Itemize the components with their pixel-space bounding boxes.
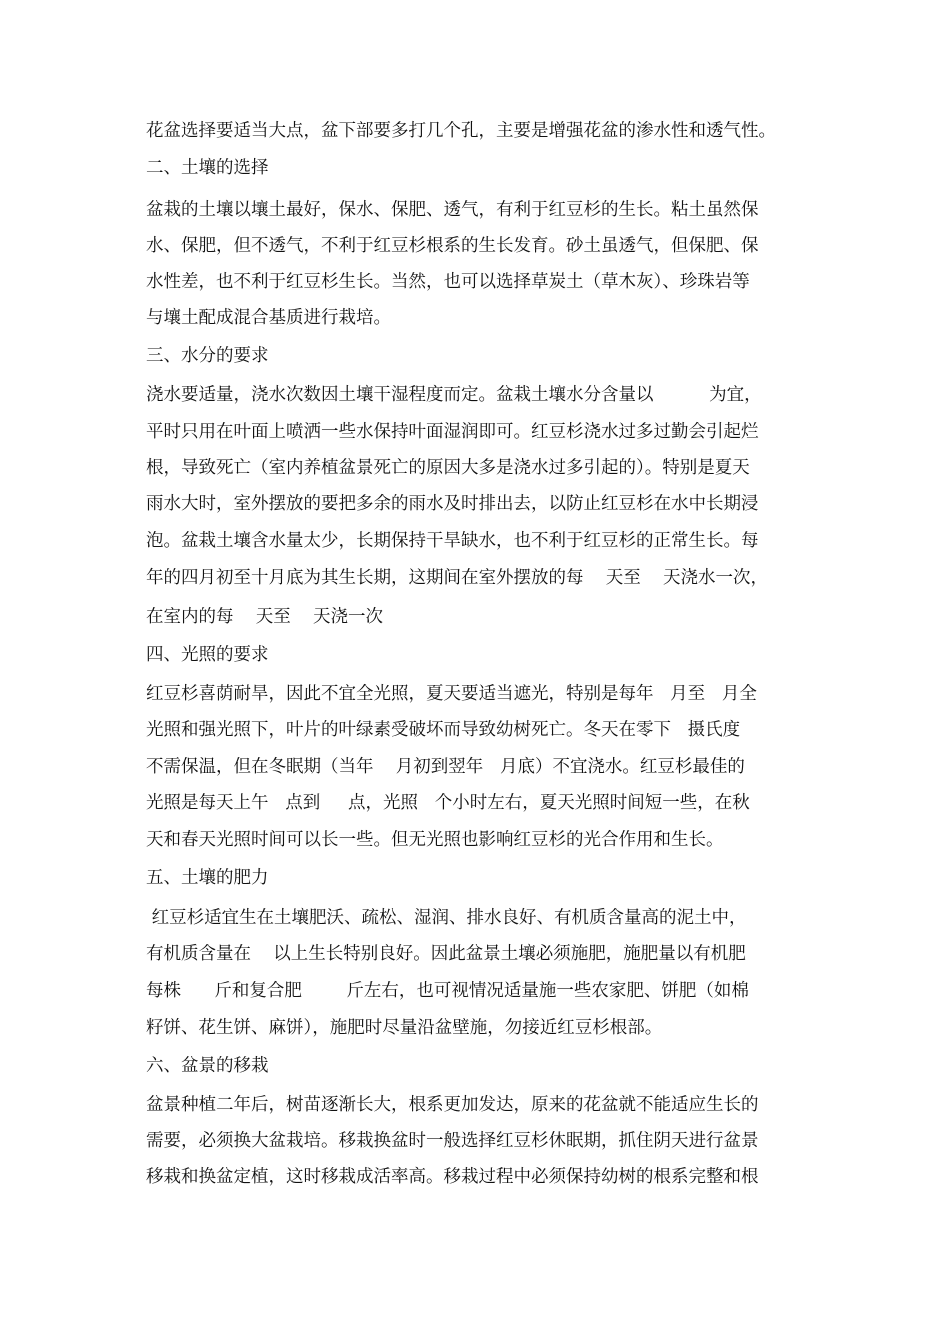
text-line: 在室内的每 天至 天浇一次 <box>146 607 384 627</box>
text-line: 根，导致死亡（室内养植盆景死亡的原因大多是浇水过多引起的）。特别是夏天 <box>146 458 750 478</box>
text-line: 光照是每天上午 点到 点，光照 个小时左右，夏天光照时间短一些，在秋 <box>146 793 750 813</box>
text-line: 雨水大时，室外摆放的要把多余的雨水及时排出去，以防止红豆杉在水中长期浸 <box>146 494 759 514</box>
section-heading: 三、水分的要求 <box>146 346 269 366</box>
text-line: 不需保温，但在冬眠期（当年 月初到翌年 月底）不宜浇水。红豆杉最佳的 <box>146 757 745 777</box>
text-line: 红豆杉喜荫耐旱，因此不宜全光照，夏天要适当遮光，特别是每年 月至 月全 <box>146 684 757 704</box>
text-line: 光照和强光照下，叶片的叶绿素受破坏而导致幼树死亡。冬天在零下 摄氏度 <box>146 720 741 740</box>
text-line: 籽饼、花生饼、麻饼），施肥时尽量沿盆壁施，勿接近红豆杉根部。 <box>146 1018 663 1038</box>
text-line: 浇水要适量，浇水次数因土壤干湿程度而定。盆栽土壤水分含量以 为宜， <box>146 385 762 405</box>
text-line: 每株 斤和复合肥 斤左右，也可视情况适量施一些农家肥、饼肥（如棉 <box>146 981 749 1001</box>
text-line: 需要，必须换大盆栽培。移栽换盆时一般选择红豆杉休眠期，抓住阴天进行盆景 <box>146 1131 759 1151</box>
text-line: 盆栽的土壤以壤土最好，保水、保肥、透气，有利于红豆杉的生长。粘土虽然保 <box>146 200 759 220</box>
section-heading: 四、光照的要求 <box>146 645 269 665</box>
section-heading: 五、土壤的肥力 <box>146 868 269 888</box>
text-line: 水性差，也不利于红豆杉生长。当然，也可以选择草炭土（草木灰）、珍珠岩等 <box>146 272 750 292</box>
text-line: 有机质含量在 以上生长特别良好。因此盆景土壤必须施肥，施肥量以有机肥 <box>146 944 746 964</box>
text-line: 花盆选择要适当大点，盆下部要多打几个孔，主要是增强花盆的渗水性和透气性。 <box>146 121 776 141</box>
text-line: 泡。盆栽土壤含水量太少，长期保持干旱缺水，也不利于红豆杉的正常生长。每 <box>146 531 759 551</box>
section-heading: 六、盆景的移栽 <box>146 1056 269 1076</box>
text-line: 与壤土配成混合基质进行栽培。 <box>146 308 391 328</box>
section-heading: 二、土壤的选择 <box>146 158 269 178</box>
text-line: 红豆杉适宜生在土壤肥沃、疏松、湿润、排水良好、有机质含量高的泥土中， <box>146 908 747 928</box>
text-line: 天和春天光照时间可以长一些。但无光照也影响红豆杉的光合作用和生长。 <box>146 830 724 850</box>
text-line: 水、保肥，但不透气，不利于红豆杉根系的生长发育。砂土虽透气，但保肥、保 <box>146 236 759 256</box>
text-line: 平时只用在叶面上喷洒一些水保持叶面湿润即可。红豆杉浇水过多过勤会引起烂 <box>146 422 759 442</box>
text-line: 盆景种植二年后，树苗逐渐长大，根系更加发达，原来的花盆就不能适应生长的 <box>146 1095 759 1115</box>
text-line: 移栽和换盆定植，这时移栽成活率高。移栽过程中必须保持幼树的根系完整和根 <box>146 1167 759 1187</box>
text-line: 年的四月初至十月底为其生长期，这期间在室外摆放的每 天至 天浇水一次， <box>146 568 768 588</box>
